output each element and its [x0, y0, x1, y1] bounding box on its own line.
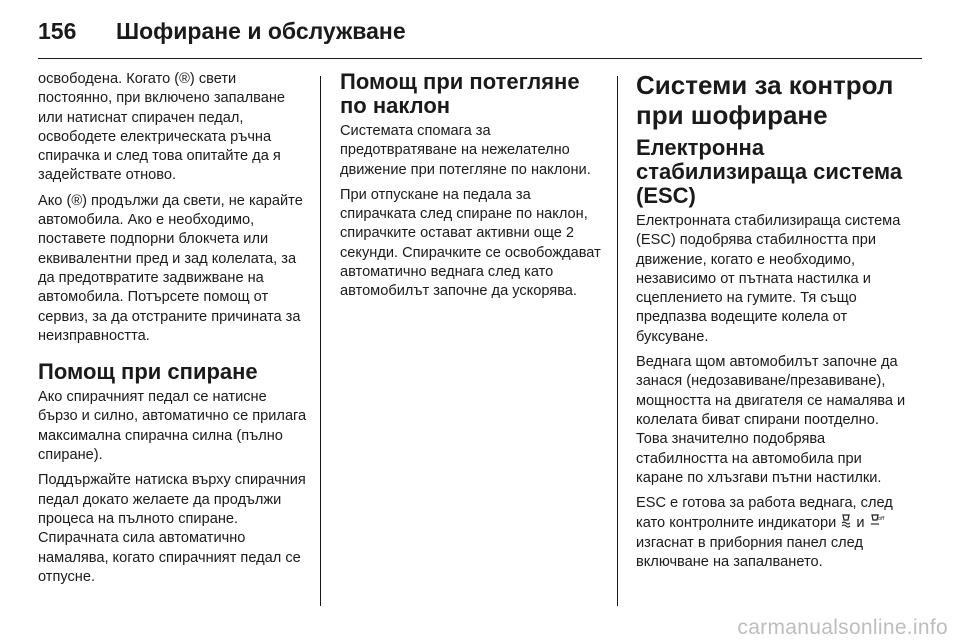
heading-hill-start-assist: Помощ при потегляне по наклон	[340, 69, 580, 118]
esc-off-indicator-icon	[869, 513, 885, 532]
heading-driving-control-systems: Системи за контрол при шофиране	[636, 70, 894, 130]
heading-esc: Електронна стабилизираща система (ESC)	[636, 135, 903, 208]
heading-brake-assist: Помощ при спиране	[38, 359, 258, 385]
column-divider-1	[320, 76, 321, 606]
column-3	[636, 70, 908, 578]
page-number: 156	[38, 17, 77, 44]
paragraph: освободена. Когато (®) свети постоянно, при включено запалване или натиснат спирачен педал, освободете електрическата ръчна спирачка и след това опитайте да я задействате отново.	[38, 71, 286, 184]
watermark: carmanualsonline.info	[737, 616, 948, 639]
svg-text:off: off	[877, 516, 885, 523]
paragraph: Системата спомага за предотвратяване на нежелателно движение при потегляне по наклони.	[340, 123, 591, 178]
column-1	[38, 70, 308, 593]
paragraph-esc-ready: ESC е готова за работа веднага, след като контролните индикатори и off изгаснат в приборния панел след включване на запалването.	[636, 495, 893, 571]
paragraph: Ако спирачният педал се натисне бързо и силно, автоматично се прилага максимална спирачна силна (пълно спиране).	[38, 389, 307, 464]
running-title: Шофиране и обслужване	[116, 17, 406, 44]
page-header	[38, 14, 922, 48]
paragraph: При отпускане на педала за спирачката след спиране по наклон, спирачките остават активни още 2 секунди. Спирачките се освобождават автоматично веднага след като автомобилът започне да ускорява.	[340, 186, 601, 300]
column-2	[340, 70, 610, 308]
esc-indicator-icon	[840, 513, 852, 532]
header-rule	[38, 58, 922, 59]
paragraph: Ако (®) продължи да свети, не карайте автомобила. Ако е необходимо, поставете подпорни блокчета или еквивалентни пред и зад колелата, за да предотвратите задвижване на автомобила. Потърсете помощ от сервиз, за да отстраните причината за неизправността.	[38, 192, 303, 344]
paragraph: Поддържайте натиска върху спирачния педал докато желаете да продължи процеса на пълното спиране. Спирачната сила автоматично намалява, когато спирачният педал се отпусне.	[38, 472, 306, 585]
column-divider-2	[617, 76, 618, 606]
paragraph: Електронната стабилизираща система (ESC) подобрява стабилността при движение, когато е необходимо, независимо от пътната настилка и сцеплението на гумите. Тя също предпазва водещите колела от буксуване.	[636, 213, 901, 345]
paragraph: Веднага щом автомобилът започне да занася (недозавиване/презавиване), мощността на двигателя се намалява и колелата биват спирани поотделно. Това значително подобрява стабилността на автомобила при каране по хлъзгави пътни настилки.	[636, 354, 906, 486]
